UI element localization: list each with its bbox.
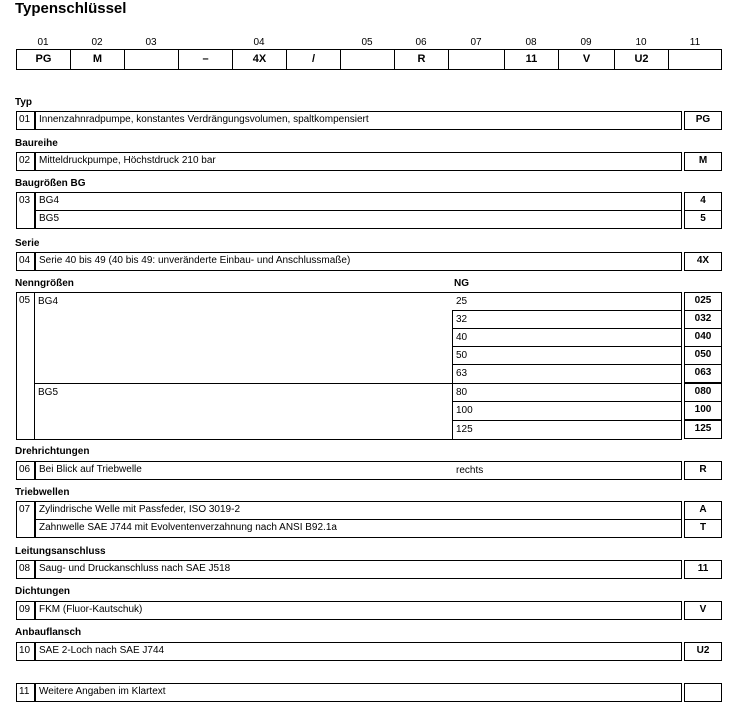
row-description: FKM (Fluor-Kautschuk) (35, 601, 682, 620)
code-cell: 4X (232, 49, 287, 70)
ng-value: 25 (456, 296, 468, 307)
row-number: 09 (16, 601, 35, 620)
code-cell: / (286, 49, 341, 70)
position-number: 01 (37, 37, 49, 48)
row-description: Serie 40 bis 49 (40 bis 49: unveränderte Einbau- und Anschlussmaße) (35, 252, 682, 271)
section-label-triebwellen: Triebwellen (15, 487, 70, 498)
ng-value: 40 (456, 332, 468, 343)
row-code: 4X (684, 252, 722, 271)
code-cell: M (70, 49, 125, 70)
ng-value: 100 (456, 405, 473, 416)
position-number: 03 (145, 37, 157, 48)
row-code: U2 (684, 642, 722, 661)
position-number: 04 (253, 37, 265, 48)
row-description: SAE 2-Loch nach SAE J744 (35, 642, 682, 661)
ng-value: 32 (456, 314, 468, 325)
position-number: 02 (91, 37, 103, 48)
row-description: Innenzahnradpumpe, konstantes Verdrängungsvolumen, spaltkompensiert (35, 111, 682, 130)
row-description: Zylindrische Welle mit Passfeder, ISO 3019-2 (35, 501, 682, 520)
code-cell: 11 (504, 49, 559, 70)
ng-row-line (452, 310, 682, 311)
row-code: V (684, 601, 722, 620)
row-number: 02 (16, 152, 35, 171)
row-code: 5 (684, 210, 722, 229)
row-code: A (684, 501, 722, 520)
row-code: 063 (684, 364, 722, 383)
section-label-anbauflansch: Anbauflansch (15, 627, 82, 638)
row-code (684, 683, 722, 702)
ng-row-line (452, 346, 682, 347)
section-label-serie: Serie (15, 238, 40, 249)
ng-value: 125 (456, 424, 473, 435)
row-code: 100 (684, 401, 722, 420)
row-number: 06 (16, 461, 35, 480)
row-code: 125 (684, 420, 722, 439)
code-cell: R (394, 49, 449, 70)
section-label-baugroessen: Baugrößen BG (15, 178, 86, 189)
row-number: 07 (16, 501, 35, 538)
row-number: 10 (16, 642, 35, 661)
code-cell (448, 49, 505, 70)
position-number: 11 (689, 37, 701, 48)
section-label-baureihe: Baureihe (15, 138, 58, 149)
row-number: 01 (16, 111, 35, 130)
position-number: 09 (580, 37, 592, 48)
ng-row-line (452, 364, 682, 365)
code-cell: PG (16, 49, 71, 70)
row-description: Bei Blick auf Triebwelle (35, 461, 682, 480)
row-number: 05 (16, 292, 35, 440)
group-name: BG4 (38, 296, 59, 307)
ng-row-line (452, 420, 682, 421)
row-code: R (684, 461, 722, 480)
position-number: 07 (470, 37, 482, 48)
row-code: 050 (684, 346, 722, 365)
section-label-typ: Typ (15, 97, 33, 108)
ng-value: 50 (456, 350, 468, 361)
code-cell (668, 49, 722, 70)
ng-column-label: NG (454, 278, 469, 289)
row-code: 040 (684, 328, 722, 347)
code-cell: – (178, 49, 233, 70)
ng-row-line (452, 401, 682, 402)
row-number: 04 (16, 252, 35, 271)
rotation-value: rechts (456, 465, 484, 476)
code-cell (340, 49, 395, 70)
row-code: 032 (684, 310, 722, 329)
ng-table-frame (35, 292, 682, 440)
position-number: 10 (635, 37, 647, 48)
row-description: BG5 (35, 210, 682, 229)
code-cell: V (558, 49, 615, 70)
section-label-dichtungen: Dichtungen (15, 586, 70, 597)
row-code: PG (684, 111, 722, 130)
row-number: 03 (16, 192, 35, 229)
row-number: 08 (16, 560, 35, 579)
row-description: Saug- und Druckanschluss nach SAE J518 (35, 560, 682, 579)
row-code: 025 (684, 292, 722, 311)
position-number: 08 (525, 37, 537, 48)
row-description: Mitteldruckpumpe, Höchstdruck 210 bar (35, 152, 682, 171)
code-cell (124, 49, 179, 70)
row-code: T (684, 519, 722, 538)
page-title: Typenschlüssel (15, 0, 127, 17)
ng-row-line (452, 383, 682, 384)
row-description: Zahnwelle SAE J744 mit Evolventenverzahnung nach ANSI B92.1a (35, 519, 682, 538)
row-description: BG4 (35, 192, 682, 211)
row-description: Weitere Angaben im Klartext (35, 683, 682, 702)
ng-row-line (452, 328, 682, 329)
row-code: M (684, 152, 722, 171)
group-name: BG5 (38, 387, 59, 398)
row-code: 11 (684, 560, 722, 579)
section-label-leitungsanschluss: Leitungsanschluss (15, 546, 106, 557)
row-code: 4 (684, 192, 722, 211)
position-number: 06 (415, 37, 427, 48)
section-label-drehrichtungen: Drehrichtungen (15, 446, 90, 457)
ng-value: 80 (456, 387, 468, 398)
section-label-nenngroessen: Nenngrößen (15, 278, 74, 289)
row-code: 080 (684, 383, 722, 402)
row-number: 11 (16, 683, 35, 702)
ng-value: 63 (456, 368, 468, 379)
group-divider (35, 383, 453, 384)
code-cell: U2 (614, 49, 669, 70)
position-number: 05 (361, 37, 373, 48)
